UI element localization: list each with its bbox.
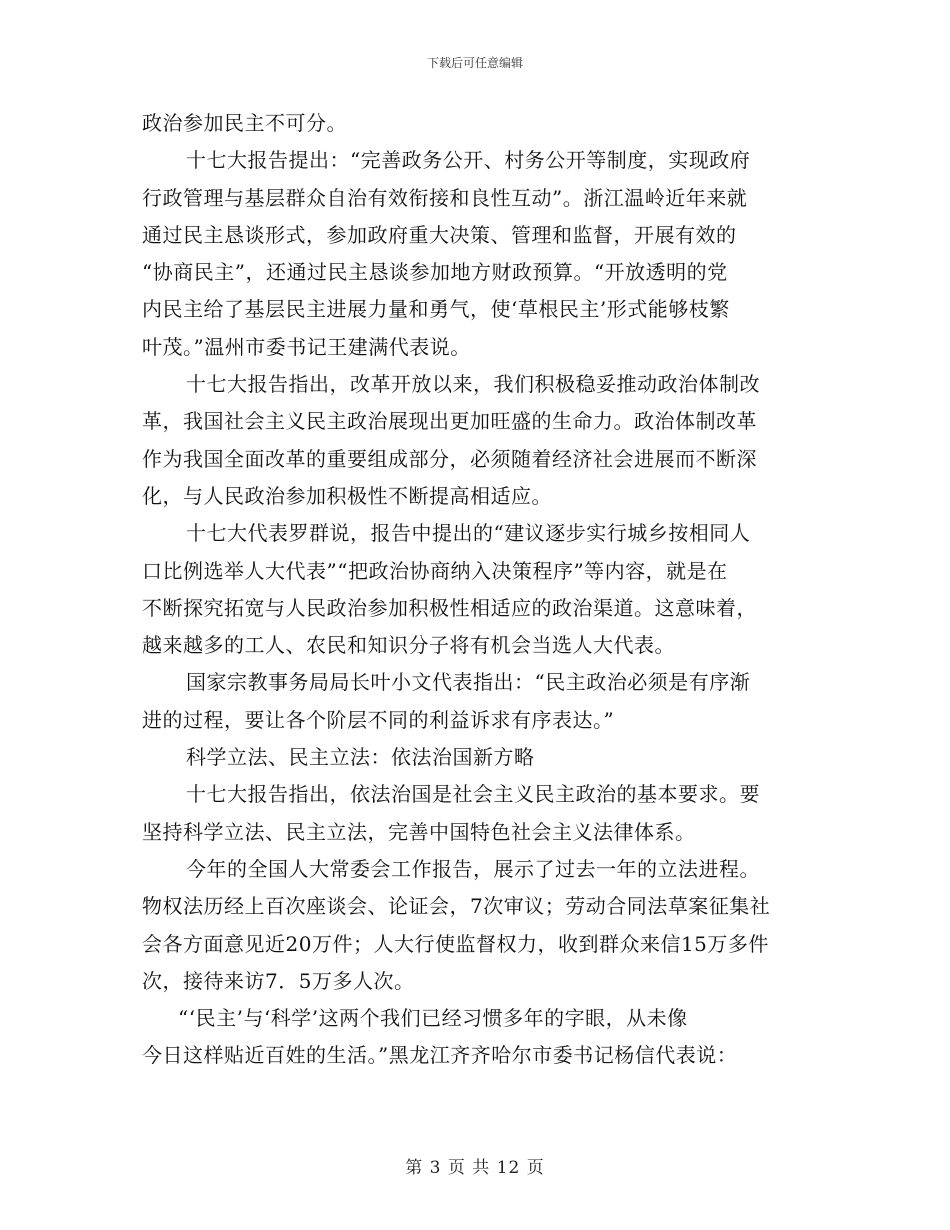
- text-line: 进的过程，要让各个阶层不同的利益诉求有序表达。”: [142, 707, 615, 732]
- text-line: 不断探究拓宽与人民政治参加积极性相适应的政治渠道。这意味着，: [142, 595, 757, 620]
- paragraph-start-line: “‘民主’与‘科学’这两个我们已经习惯多年的字眼，从未像: [178, 1006, 688, 1031]
- text-line: 革，我国社会主义民主政治展现出更加旺盛的生命力。政治体制改革: [142, 409, 757, 434]
- text-line: 口比例选举人大代表”“把政治协商纳入决策程序”等内容，就是在: [142, 558, 728, 583]
- paragraph-start-line: 十七大报告提出：“完善政务公开、村务公开等制度，实现政府: [186, 148, 751, 173]
- text-line: 次，接待来访7．5万多人次。: [142, 968, 415, 993]
- paragraph-start-line: 十七大报告指出，改革开放以来，我们积极稳妥推动政治体制改: [186, 372, 760, 397]
- text-line: 通过民主恳谈形式，参加政府重大决策、管理和监督，开展有效的: [142, 222, 737, 247]
- text-line: 行政管理与基层群众自治有效衔接和良性互动”。浙江温岭近年来就: [142, 185, 748, 210]
- text-line: 化，与人民政治参加积极性不断提高相适应。: [142, 483, 552, 508]
- text-line: 物权法历经上百次座谈会、论证会，7次审议；劳动合同法草案征集社: [142, 894, 771, 919]
- text-line: 今日这样贴近百姓的生活。”黑龙江齐齐哈尔市委书记杨信代表说：: [142, 1043, 738, 1068]
- text-line: 内民主给了基层民主进展力量和勇气，使‘草根民主’形式能够枝繁: [142, 297, 730, 322]
- paragraph-start-line: 十七大代表罗群说，报告中提出的“建议逐步实行城乡按相同人: [186, 521, 751, 546]
- text-line: “协商民主”，还通过民主恳谈参加地方财政预算。“开放透明的党: [142, 260, 728, 285]
- paragraph-start-line: 国家宗教事务局局长叶小文代表指出：“民主政治必须是有序渐: [186, 670, 751, 695]
- section-heading: 科学立法、民主立法：依法治国新方略: [186, 745, 535, 770]
- paragraph-start-line: 十七大报告指出，依法治国是社会主义民主政治的基本要求。要: [186, 782, 760, 807]
- text-line: 坚持科学立法、民主立法，完善中国特色社会主义法律体系。: [142, 819, 696, 844]
- text-line: 作为我国全面改革的重要组成部分，必须随着经济社会进展而不断深: [142, 446, 757, 471]
- text-line: 叶茂。”温州市委书记王建满代表说。: [142, 334, 471, 359]
- text-line: 越来越多的工人、农民和知识分子将有机会当选人大代表。: [142, 633, 675, 658]
- page-header: 下载后可任意编辑: [426, 56, 523, 70]
- text-line: 政治参加民主不可分。: [142, 111, 347, 135]
- page-number-footer: 第 3 页 共 12 页: [405, 1158, 545, 1178]
- paragraph-start-line: 今年的全国人大常委会工作报告，展示了过去一年的立法进程。: [186, 856, 760, 881]
- text-line: 会各方面意见近20万件；人大行使监督权力，收到群众来信15万多件: [142, 931, 769, 956]
- document-body: [142, 105, 812, 1075]
